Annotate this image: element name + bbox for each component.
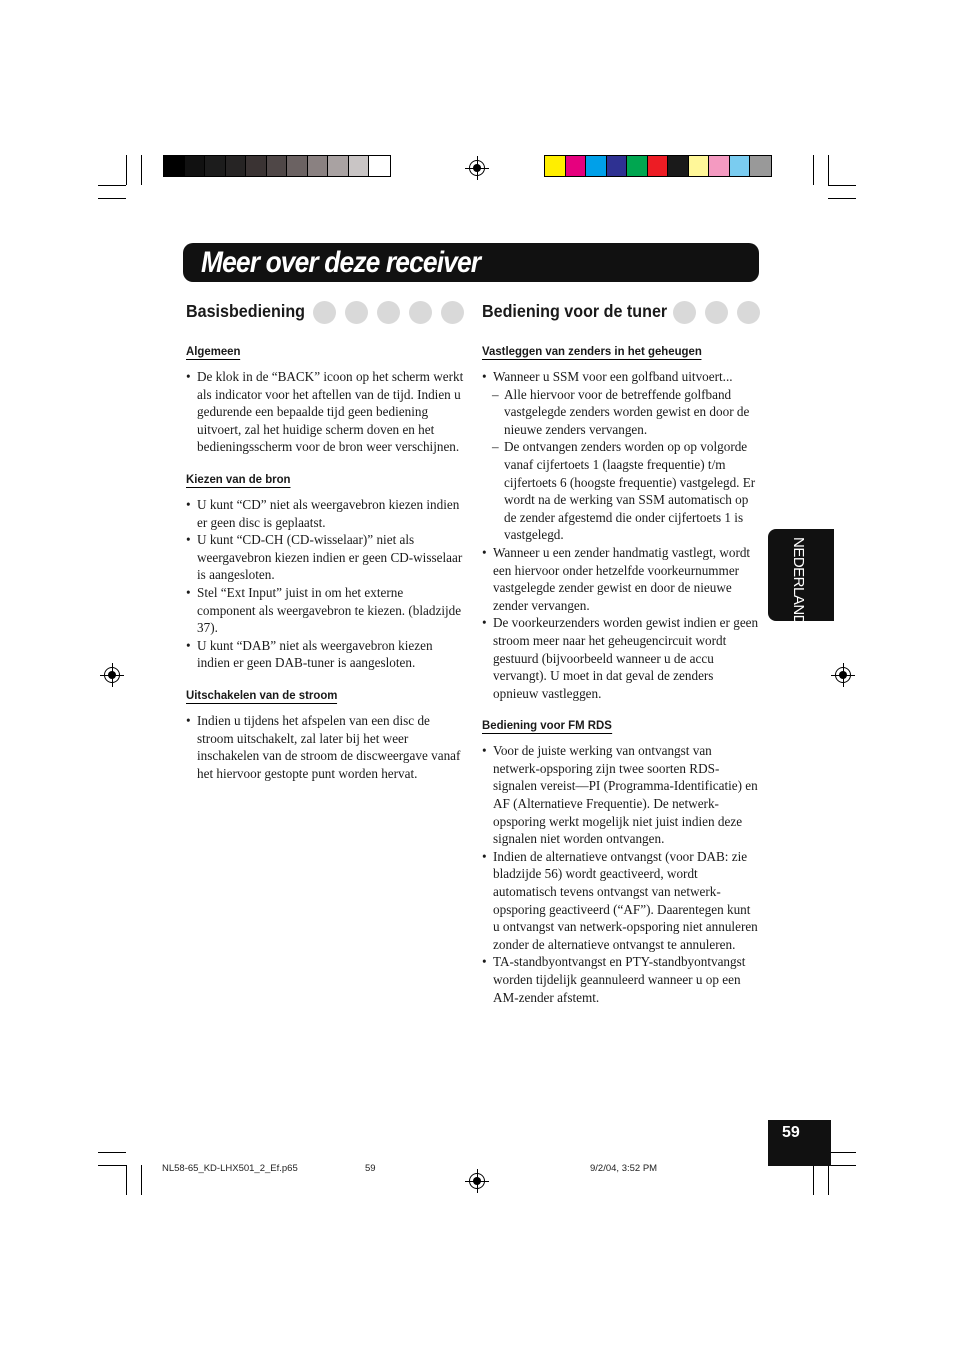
- color-swatch: [627, 156, 648, 176]
- registration-mark-icon: [104, 667, 120, 683]
- list-item: • U kunt “DAB” niet als weergavebron kiezen indien er geen DAB-tuner is aangesloten.: [186, 637, 464, 672]
- color-swatch: [308, 156, 329, 176]
- color-swatch: [750, 156, 771, 176]
- list-item: • Stel “Ext Input” juist in om het externe component als weergavebron te kiezen. (bladzijde 37).: [186, 584, 464, 637]
- page-number: 59: [782, 1124, 800, 1141]
- crop-mark: [828, 155, 829, 185]
- footer-timestamp: 9/2/04, 3:52 PM: [590, 1163, 658, 1174]
- registration-mark-icon: [469, 1173, 485, 1189]
- color-swatch: [586, 156, 607, 176]
- color-swatch: [246, 156, 267, 176]
- crop-mark: [813, 155, 814, 185]
- color-swatch: [689, 156, 710, 176]
- footer-file: NL58-65_KD-LHX501_2_Ef.p65: [162, 1163, 298, 1174]
- registration-mark-icon: [469, 160, 485, 176]
- crop-mark: [828, 185, 856, 186]
- color-swatch: [566, 156, 587, 176]
- color-swatch: [730, 156, 751, 176]
- color-swatch: [648, 156, 669, 176]
- color-swatch: [349, 156, 370, 176]
- left-sections: [186, 338, 464, 782]
- page-title: Meer over deze receiver: [201, 246, 481, 279]
- subsection-title: Algemeen: [186, 344, 241, 358]
- crop-mark: [98, 185, 126, 186]
- subsection-title: Uitschakelen van de stroom: [186, 687, 338, 702]
- right-column: [482, 300, 760, 1016]
- subsection-title: Bediening voor FM RDS: [482, 718, 612, 733]
- subsection-title: Vastleggen van zenders in het geheugen: [482, 344, 702, 358]
- color-swatch: [607, 156, 628, 176]
- color-swatch: [545, 156, 566, 176]
- crop-mark: [813, 1165, 814, 1195]
- list-item: • Indien u tijdens het afspelen van een disc de stroom uitschakelt, zal later bij het weer inschakelen van de stroom de discweergave vanaf het hiervoor gestopte punt worden hervat.: [186, 712, 464, 782]
- footer-page: 59: [365, 1163, 376, 1174]
- page-title-bar: [183, 243, 759, 282]
- registration-mark-icon: [835, 667, 851, 683]
- bullet-list: [186, 368, 464, 456]
- color-swatch: [328, 156, 349, 176]
- list-item: • Voor de juiste werking van ontvangst van netwerk-opsporing zijn twee soorten RDS-signalen vereist—PI (Programma-Identificatie) en AF (Alternatieve Frequentie). De netwerk-opsporing werkt mogelijk niet juist indien deze signalen niet worden ontvangen.: [482, 742, 760, 848]
- list-item: – De ontvangen zenders worden op op volgorde vanaf cijfertoets 1 (laagste frequentie) t/m cijfertoets 6 (hoogste frequentie) vastgelegd. Er wordt na de werking van SSM automatisch op de zender afgestemd die onder cijfertoets 1 is vastgelegd.: [482, 438, 760, 544]
- section-header: [482, 300, 760, 326]
- section-header: [186, 300, 464, 326]
- crop-mark: [828, 198, 856, 199]
- page-number-box: [768, 1120, 831, 1166]
- color-swatch: [205, 156, 226, 176]
- crop-mark: [98, 198, 126, 199]
- list-item: • TA-standbyontvangst en PTY-standbyontvangst worden tijdelijk geannuleerd wanneer u op een AM-zender afstemt.: [482, 953, 760, 1006]
- bullet-list: [482, 368, 760, 702]
- section-heading: Basisbediening: [186, 301, 309, 322]
- crop-mark: [141, 1165, 142, 1195]
- color-swatch: [709, 156, 730, 176]
- crop-mark: [98, 1165, 126, 1166]
- decorative-dots: [313, 301, 464, 324]
- list-item: • U kunt “CD” niet als weergavebron kiezen indien er geen disc is geplaatst.: [186, 496, 464, 531]
- crop-mark: [126, 155, 127, 185]
- decorative-dots: [673, 301, 760, 324]
- color-swatch: [668, 156, 689, 176]
- left-column: [186, 300, 464, 792]
- crop-mark: [141, 155, 142, 185]
- color-swatch: [267, 156, 288, 176]
- list-item: • Indien de alternatieve ontvangst (voor DAB: zie bladzijde 56) wordt geactiveerd, wordt automatisch tevens ontvangst van netwerk-opsporing geactiveerd (“AF”). Daarentegen kunt u ontvangst van netwerk-opsporing niet annuleren zonder de alternatieve ontvangst te annuleren.: [482, 848, 760, 954]
- crop-mark: [828, 1165, 829, 1195]
- bullet-list: [186, 712, 464, 782]
- right-sections: [482, 338, 760, 1006]
- color-bar: [544, 155, 772, 177]
- list-item: • De klok in de “BACK” icoon op het scherm werkt als indicator voor het aftellen van de tijd. Indien u gedurende een bepaalde tijd geen bediening uitvoert, zal het huidige scherm doven en het bedieningsscherm voor de bron weer verschijnen.: [186, 368, 464, 456]
- color-swatch: [369, 156, 390, 176]
- crop-mark: [828, 1165, 856, 1166]
- color-swatch: [287, 156, 308, 176]
- list-item: • Wanneer u SSM voor een golfband uitvoert...: [482, 368, 760, 386]
- bullet-list: [186, 496, 464, 672]
- language-tab: [768, 529, 834, 635]
- subsection-title: Kiezen van de bron: [186, 471, 291, 486]
- list-item: • De voorkeurzenders worden gewist indien er geen stroom meer naar het geheugencircuit wordt gestuurd (bijvoorbeeld wanneer u de accu vervangt). U moet in dat geval de zenders opnieuw vastleggen.: [482, 614, 760, 702]
- language-label: NEDERLANDS: [790, 537, 807, 635]
- color-swatch: [226, 156, 247, 176]
- crop-mark: [126, 1165, 127, 1195]
- section-heading: Bediening voor de tuner: [482, 301, 671, 322]
- color-swatch: [185, 156, 206, 176]
- list-item: – Alle hiervoor voor de betreffende golfband vastgelegde zenders worden gewist en door de nieuwe zenders vervangen.: [482, 386, 760, 439]
- bullet-list: [482, 742, 760, 1006]
- list-item: • U kunt “CD-CH (CD-wisselaar)” niet als weergavebron kiezen indien er geen CD-wisselaar is aangesloten.: [186, 531, 464, 584]
- color-swatch: [164, 156, 185, 176]
- crop-mark: [98, 1152, 126, 1153]
- grayscale-bar: [163, 155, 391, 177]
- list-item: • Wanneer u een zender handmatig vastlegt, wordt een hiervoor onder hetzelfde voorkeurnummer vastgelegde zender gewist en door de nieuwe zender vervangen.: [482, 544, 760, 614]
- crop-mark: [828, 1152, 856, 1153]
